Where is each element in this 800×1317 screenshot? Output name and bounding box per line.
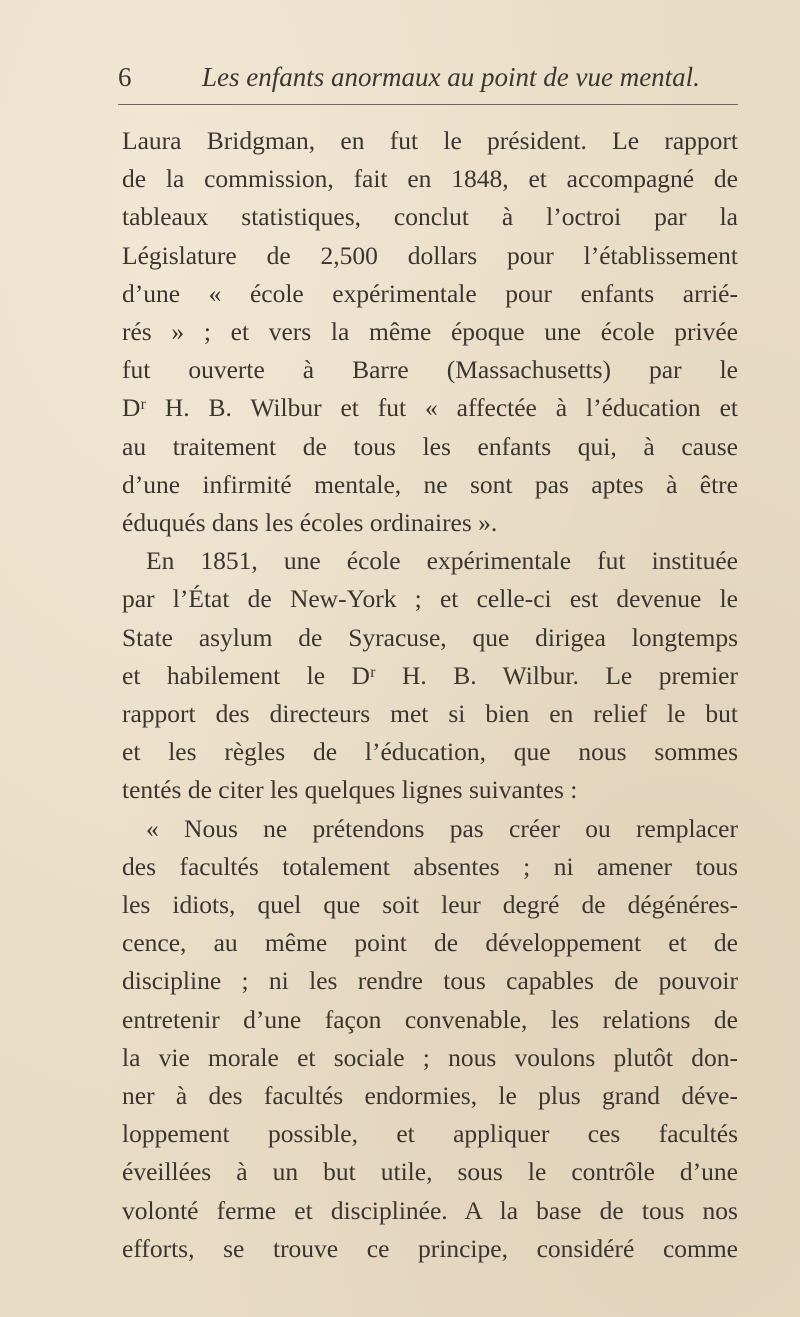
text-line: rés » ; et vers la même époque une école privée <box>122 317 738 347</box>
text-line: Législature de 2,500 dollars pour l’établissement <box>122 240 738 270</box>
text-line: State asylum de Syracuse, que dirigea longtemps <box>122 622 738 652</box>
header-rule <box>118 104 738 105</box>
text-line: par l’État de New-York ; et celle-ci est devenue le <box>122 584 738 614</box>
text-line: rapport des directeurs met si bien en relief le but <box>122 699 738 729</box>
text-line: ner à des facultés endormies, le plus grand déve- <box>122 1081 738 1111</box>
text-line: loppement possible, et appliquer ces facultés <box>122 1119 738 1149</box>
text-line: la vie morale et sociale ; nous voulons plutôt don- <box>122 1042 738 1072</box>
text-line: entretenir d’une façon convenable, les relations de <box>122 1004 738 1034</box>
text-line: efforts, se trouve ce principe, considéré comme <box>122 1233 738 1263</box>
text-line: éduqués dans les écoles ordinaires ». <box>122 508 498 538</box>
text-line: et habilement le Dʳ H. B. Wilbur. Le premier <box>122 660 738 690</box>
text-line: fut ouverte à Barre (Massachusetts) par le <box>122 355 738 385</box>
text-line: au traitement de tous les enfants qui, à cause <box>122 431 738 461</box>
running-title: Les enfants anormaux au point de vue mental. <box>202 62 700 92</box>
page-number: 6 <box>118 62 132 92</box>
body-text <box>122 122 738 1268</box>
text-line: cence, au même point de développement et de <box>122 928 738 958</box>
text-line: Laura Bridgman, en fut le président. Le rapport <box>122 126 738 155</box>
text-line: « Nous ne prétendons pas créer ou remplacer <box>146 813 738 843</box>
text-line: d’une infirmité mentale, ne sont pas aptes à être <box>122 469 738 499</box>
text-line: tentés de citer les quelques lignes suivantes : <box>122 775 578 805</box>
text-line: des facultés totalement absentes ; ni amener tous <box>122 851 738 881</box>
text-line: les idiots, quel que soit leur degré de dégénéres- <box>122 890 738 920</box>
text-line: de la commission, fait en 1848, et accompagné de <box>122 164 738 194</box>
text-line: éveillées à un but utile, sous le contrôle d’une <box>122 1157 738 1187</box>
text-line: et les règles de l’éducation, que nous sommes <box>122 737 738 767</box>
text-line: Dʳ H. B. Wilbur et fut « affectée à l’éducation et <box>122 393 738 423</box>
text-line: tableaux statistiques, conclut à l’octroi par la <box>122 202 738 232</box>
text-line: En 1851, une école expérimentale fut instituée <box>146 546 738 576</box>
text-line: discipline ; ni les rendre tous capables de pouvoir <box>122 966 738 996</box>
text-line: volonté ferme et disciplinée. A la base de tous nos <box>122 1195 738 1225</box>
running-head <box>118 62 738 102</box>
text-line: d’une « école expérimentale pour enfants arrié- <box>122 278 738 308</box>
